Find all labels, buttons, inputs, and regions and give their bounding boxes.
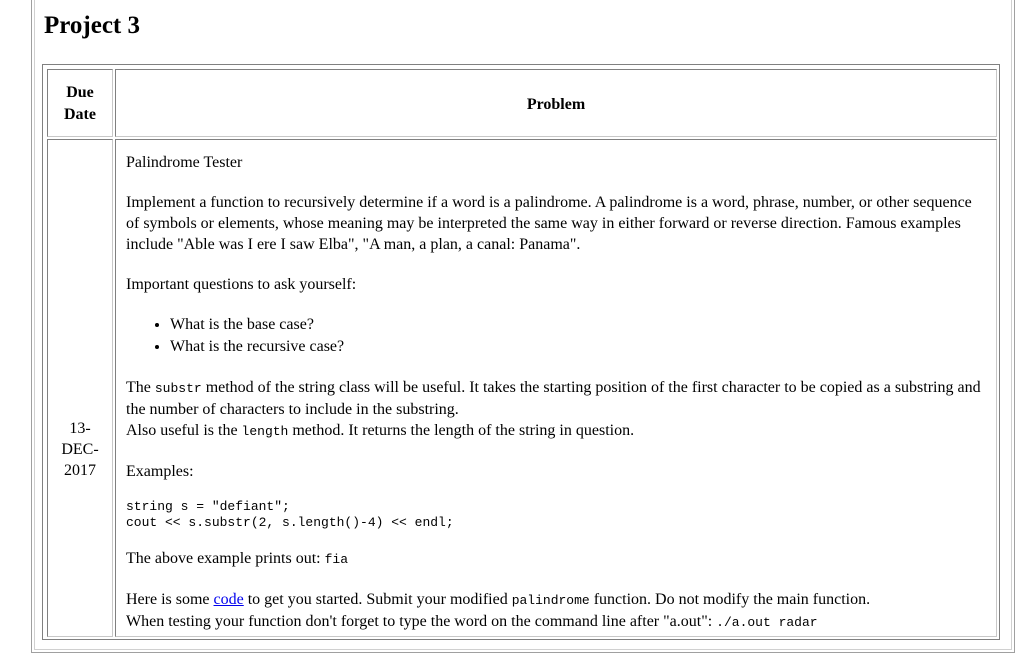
examples-heading: Examples: (126, 463, 194, 480)
problem-cell (115, 139, 997, 637)
starter-text-post: function. Do not modify the main function. (589, 591, 871, 608)
substr-text-pre: The (126, 379, 155, 396)
starter-text-mid: to get you started. Submit your modified (243, 591, 512, 608)
palindrome-code: palindrome (511, 593, 590, 608)
starter-paragraph (126, 589, 986, 633)
problem-header (115, 69, 997, 137)
command-code: ./a.out radar (716, 615, 818, 630)
due-date-line1: 13- (69, 420, 91, 437)
due-date-header (47, 69, 113, 137)
example-code-block (126, 499, 986, 531)
length-code: length (241, 424, 289, 439)
substr-text-post: method of the string class will be useful. It takes the starting position of the first character to be copied as a substring and the number of characters to include in the substring. (126, 379, 981, 418)
page-title: Project 3 (44, 12, 141, 39)
prints-text-pre: The above example prints out: (126, 550, 325, 567)
due-date-header-line2: Date (64, 106, 96, 123)
list-item: • What is the base case? (170, 314, 986, 336)
questions-list (126, 314, 986, 358)
list-item: • What is the recursive case? (170, 336, 986, 358)
questions-heading: Important questions to ask yourself: (126, 276, 357, 293)
problem-intro: Implement a function to recursively determine if a word is a palindrome. A palindrome is a word, phrase, number, or other sequence of symbols or elements, whose meaning may be interpreted the same way in either forward or reverse direction. Famous examples include "Able was I ere I saw Elba", "A man, a plan, a canal: Panama". (126, 194, 972, 253)
substr-code: substr (154, 381, 202, 396)
example-code-line1: string s = "defiant"; (126, 499, 290, 514)
due-date-line2: DEC- (61, 441, 99, 458)
problem-header-label: Problem (526, 96, 586, 113)
testing-text-pre: When testing your function don't forget to type the word on the command line after "a.out": (126, 613, 717, 630)
due-date-cell (47, 139, 113, 637)
code-link[interactable]: code (213, 591, 244, 608)
length-text-pre: Also useful is the (126, 422, 242, 439)
prints-code: fia (324, 552, 349, 567)
substr-paragraph (126, 377, 986, 442)
length-text-post: method. It returns the length of the string in question. (288, 422, 635, 439)
problem-title: Palindrome Tester (126, 154, 243, 171)
project-table (42, 64, 1000, 640)
due-date-line3: 2017 (64, 462, 96, 479)
due-date-header-line1: Due (66, 84, 94, 101)
starter-text-pre: Here is some (126, 591, 214, 608)
example-code-line2: cout << s.substr(2, s.length()-4) << endl; (126, 515, 454, 530)
prints-paragraph (126, 548, 986, 570)
